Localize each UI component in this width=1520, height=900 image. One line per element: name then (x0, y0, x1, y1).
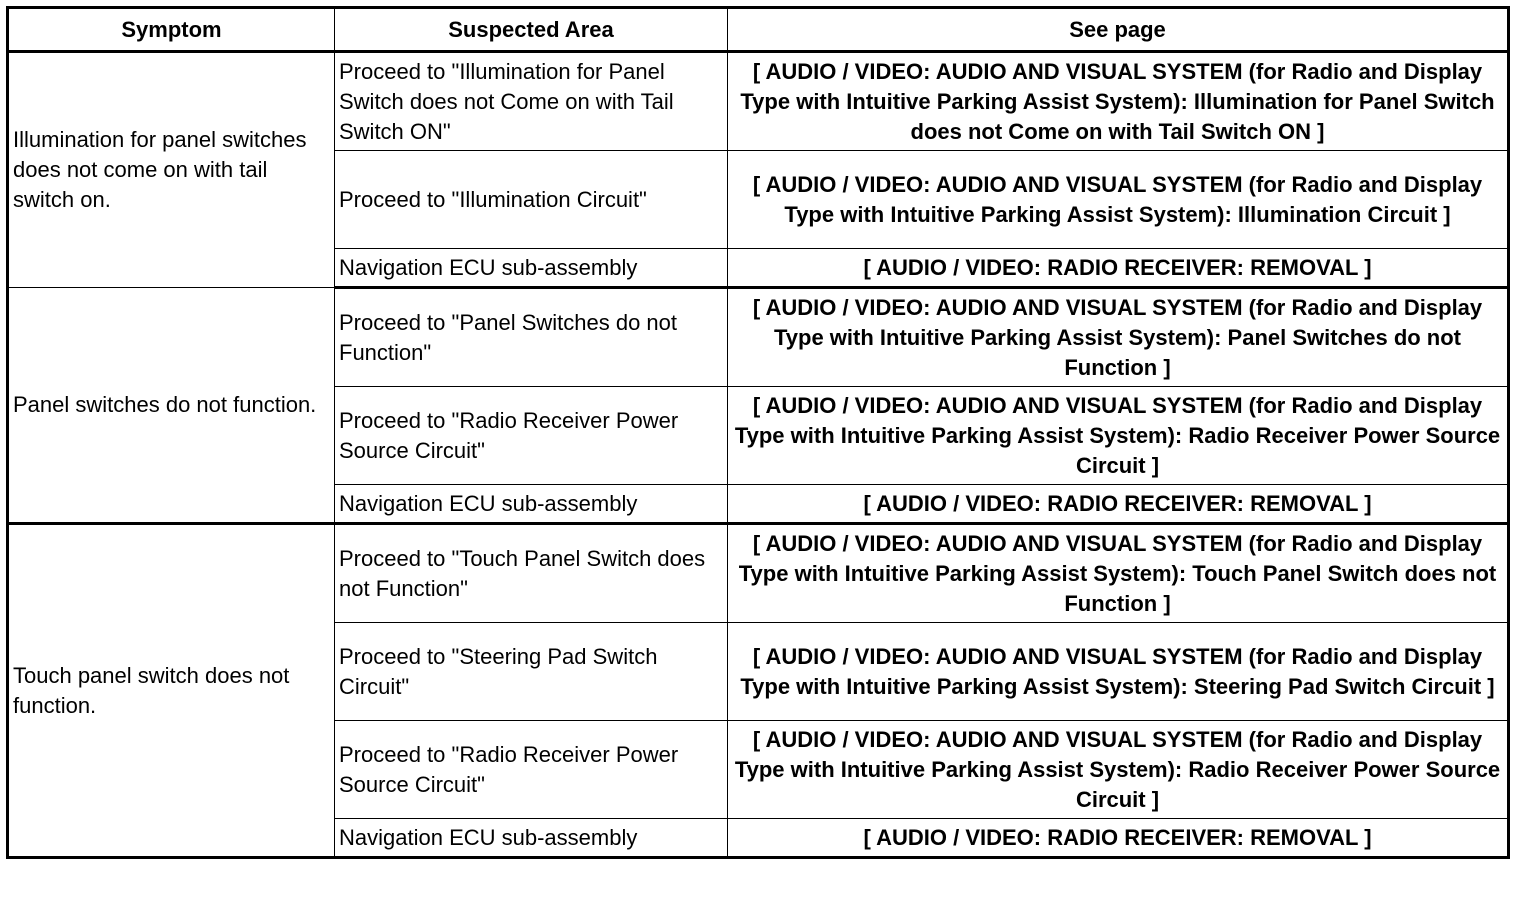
see-page-link[interactable]: [ AUDIO / VIDEO: AUDIO AND VISUAL SYSTEM (for Radio and Display Type with Intuitive Parking Assist System): Radio Receiver Power Source Circuit ] (728, 721, 1509, 819)
suspected-area-cell: Navigation ECU sub-assembly (335, 485, 728, 524)
table-row (8, 524, 1509, 623)
table-row (8, 288, 1509, 387)
see-page-link[interactable]: [ AUDIO / VIDEO: AUDIO AND VISUAL SYSTEM (for Radio and Display Type with Intuitive Parking Assist System): Touch Panel Switch does not Function ] (728, 524, 1509, 623)
header-symptom: Symptom (8, 8, 335, 52)
suspected-area-cell: Proceed to "Radio Receiver Power Source Circuit" (335, 721, 728, 819)
suspected-area-cell: Proceed to "Illumination Circuit" (335, 151, 728, 249)
suspected-area-cell: Proceed to "Radio Receiver Power Source Circuit" (335, 387, 728, 485)
see-page-link[interactable]: [ AUDIO / VIDEO: AUDIO AND VISUAL SYSTEM (for Radio and Display Type with Intuitive Parking Assist System): Illumination for Panel Switch does not Come on with Tail Switch ON ] (728, 52, 1509, 151)
suspected-area-cell: Proceed to "Touch Panel Switch does not Function" (335, 524, 728, 623)
suspected-area-cell: Navigation ECU sub-assembly (335, 249, 728, 288)
header-see-page: See page (728, 8, 1509, 52)
see-page-link[interactable]: [ AUDIO / VIDEO: RADIO RECEIVER: REMOVAL ] (728, 485, 1509, 524)
see-page-link[interactable]: [ AUDIO / VIDEO: RADIO RECEIVER: REMOVAL ] (728, 249, 1509, 288)
see-page-link[interactable]: [ AUDIO / VIDEO: AUDIO AND VISUAL SYSTEM (for Radio and Display Type with Intuitive Parking Assist System): Steering Pad Switch Circuit ] (728, 623, 1509, 721)
see-page-link[interactable]: [ AUDIO / VIDEO: RADIO RECEIVER: REMOVAL ] (728, 819, 1509, 858)
symptom-cell: Touch panel switch does not function. (8, 524, 335, 858)
header-suspected-area: Suspected Area (335, 8, 728, 52)
header-row (8, 8, 1509, 52)
suspected-area-cell: Proceed to "Steering Pad Switch Circuit" (335, 623, 728, 721)
see-page-link[interactable]: [ AUDIO / VIDEO: AUDIO AND VISUAL SYSTEM (for Radio and Display Type with Intuitive Parking Assist System): Illumination Circuit ] (728, 151, 1509, 249)
see-page-link[interactable]: [ AUDIO / VIDEO: AUDIO AND VISUAL SYSTEM (for Radio and Display Type with Intuitive Parking Assist System): Radio Receiver Power Source Circuit ] (728, 387, 1509, 485)
symptom-cell: Illumination for panel switches does not come on with tail switch on. (8, 52, 335, 288)
problem-symptoms-table (6, 6, 1510, 859)
see-page-link[interactable]: [ AUDIO / VIDEO: AUDIO AND VISUAL SYSTEM (for Radio and Display Type with Intuitive Parking Assist System): Panel Switches do not Function ] (728, 288, 1509, 387)
suspected-area-cell: Proceed to "Panel Switches do not Function" (335, 288, 728, 387)
suspected-area-cell: Navigation ECU sub-assembly (335, 819, 728, 858)
symptom-cell: Panel switches do not function. (8, 288, 335, 524)
table-row (8, 52, 1509, 151)
suspected-area-cell: Proceed to "Illumination for Panel Switch does not Come on with Tail Switch ON" (335, 52, 728, 151)
